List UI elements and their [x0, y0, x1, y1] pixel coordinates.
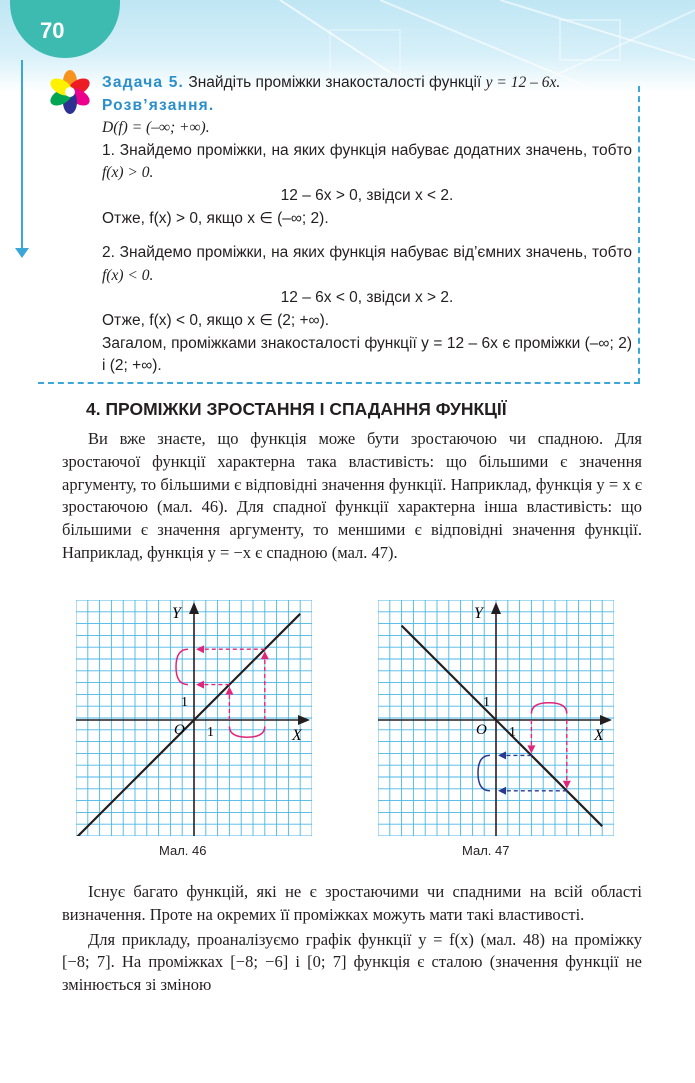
y-axis-arrow-icon: [189, 602, 199, 614]
x-axis-arrow-icon: [600, 715, 612, 725]
arrow-h2-icon: [196, 645, 204, 653]
step2: 2. Знайдемо проміжки, на яких функція набуває від’ємних значень, тобто f(x) < 0.: [102, 244, 632, 284]
task-label: Задача 5.: [102, 74, 185, 91]
arrow-h1-icon: [196, 681, 204, 689]
paragraph-2: Існує багато функцій, які не є зростаючими чи спадними на всій області визначення. Проте на окремих її проміжках можуть мати такі властивості.: [62, 882, 642, 924]
x-interval-bracket: [531, 703, 566, 714]
step1-result: Отже, f(x) > 0, якщо x ∈ (–∞; 2).: [102, 209, 329, 227]
paragraph-1: Ви вже знаєте, що функція може бути зростаючою чи спадною. Для зростаючої функції характерна така властивість: що більшими є значення аргументу, то більшими є відповідні значення функції. Наприклад, функція y = x є зростаючою (мал. 46). Для спадної функції характерна інша властивість: що більшими є значення аргументу, то меншими є відповідні значення функції. Наприклад, функція y = −x є спадною (мал. 47).: [62, 429, 642, 562]
step2-result: Отже, f(x) < 0, якщо x ∈ (2; +∞).: [102, 311, 330, 329]
caption-47: Мал. 47: [462, 843, 510, 858]
solution-label: Розв’язання.: [102, 96, 215, 114]
x-axis-arrow-icon: [298, 715, 310, 725]
y-axis-label: Y: [474, 605, 483, 622]
graph-46: [76, 600, 312, 836]
section-text-1: [62, 428, 642, 565]
caption-46: Мал. 46: [159, 843, 207, 858]
domain-line: D(f) = (–∞; +∞).: [102, 119, 210, 137]
summary: Загалом, проміжками знакосталості функції y = 12 – 6x є проміжки (–∞; 2) і (2; +∞).: [102, 334, 632, 375]
task-statement: Знайдіть проміжки знакосталості функції: [188, 74, 482, 91]
y-axis-label: Y: [172, 605, 181, 622]
flower-icon: [48, 70, 92, 114]
task-block: [102, 72, 632, 378]
x-unit-label: 1: [509, 725, 516, 740]
y-unit-label: 1: [181, 695, 188, 710]
task-function: y = 12 – 6x.: [485, 74, 561, 91]
function-line: [402, 626, 603, 827]
x-axis-label: X: [292, 727, 302, 744]
section-title: 4. ПРОМІЖКИ ЗРОСТАННЯ І СПАДАННЯ ФУНКЦІЇ: [86, 399, 507, 419]
y-axis-arrow-icon: [491, 602, 501, 614]
page-number: 70: [40, 18, 65, 43]
step2-inequality: 12 – 6x < 0, звідси x > 2.: [280, 289, 454, 307]
x-interval-bracket: [229, 726, 264, 737]
origin-label: O: [174, 722, 185, 738]
step1-inequality: 12 – 6x > 0, звідси x < 2.: [280, 186, 454, 204]
x-unit-label: 1: [207, 725, 214, 740]
x-axis-label: X: [594, 727, 604, 744]
arrow-h1-icon: [498, 751, 506, 759]
section-text-2: [62, 881, 642, 997]
paragraph-3: Для прикладу, проаналізуємо графік функції y = f(x) (мал. 48) на проміжку [−8; 7]. На проміжках [−8; −6] і [0; 7] функція є сталою (значення функції не змінюється зі зміною: [62, 929, 642, 995]
y-unit-label: 1: [483, 695, 490, 710]
origin-label: O: [476, 722, 487, 738]
arrow-h2-icon: [498, 787, 506, 795]
graph-47: [378, 600, 614, 836]
step1: 1. Знайдемо проміжки, на яких функція набуває додатних значень, тобто f(x) > 0.: [102, 141, 632, 182]
side-arrow-icon: [15, 248, 29, 258]
task-heading: [102, 72, 632, 95]
side-rule: [21, 60, 23, 250]
